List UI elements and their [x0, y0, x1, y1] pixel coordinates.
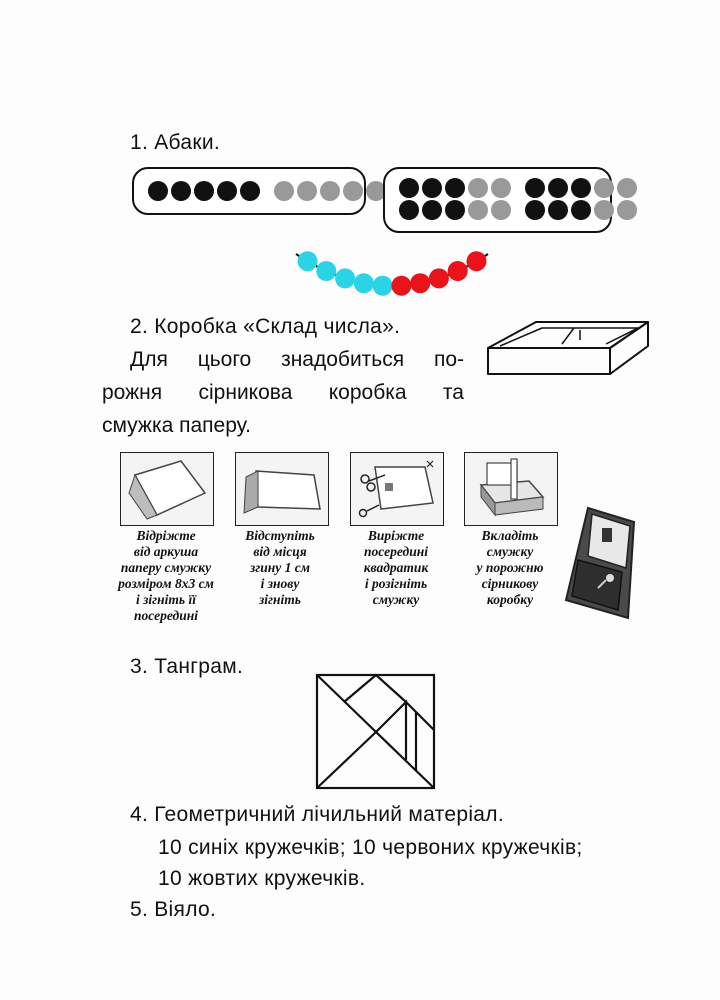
abacus-bead [617, 200, 637, 220]
abacus-bead [217, 181, 237, 201]
step-2-caption: Відступіть від місця згину 1 см і знову зігніть [245, 528, 315, 607]
section-5-title: 5. Віяло. [130, 898, 217, 921]
matchbox-photo [558, 500, 640, 626]
abacus-bead [445, 200, 465, 220]
abacus-bead [399, 200, 419, 220]
abacus-bead [525, 178, 545, 198]
section-1-title: 1. Абаки. [130, 131, 221, 154]
abacus-bead [422, 200, 442, 220]
step-1-picture [120, 452, 214, 526]
abacus-bead [240, 181, 260, 201]
bead-string [290, 246, 495, 302]
string-bead [448, 261, 468, 281]
step-2-picture [235, 452, 329, 526]
description-line: смужка паперу. [102, 414, 251, 437]
abacus-row [399, 178, 637, 198]
abacus-bead [594, 178, 614, 198]
abacus-bead [491, 200, 511, 220]
string-bead [335, 268, 355, 288]
string-bead [429, 268, 449, 288]
section-2-title: 2. Коробка «Склад числа». [130, 315, 401, 338]
abacus-bead [548, 178, 568, 198]
string-bead [316, 261, 336, 281]
abacus-bead [468, 178, 488, 198]
matchbox-tray-drawing [484, 318, 654, 380]
section-2-description [102, 343, 464, 442]
abacus-bead [594, 200, 614, 220]
abacus-bead [422, 178, 442, 198]
step-4-picture [464, 452, 558, 526]
step-3-picture [350, 452, 444, 526]
section-3-title: 3. Танграм. [130, 655, 244, 678]
abacus-bead [148, 181, 168, 201]
abacus-bead [343, 181, 363, 201]
description-line: Для цього знадобиться по- [130, 348, 464, 371]
abacus-bead [491, 178, 511, 198]
abacus-bead [571, 200, 591, 220]
abacus-bead [548, 200, 568, 220]
string-bead [373, 276, 393, 296]
tangram-figure [314, 672, 438, 792]
step-3-caption: Виріжте посередині квадратик і розігніть смужку [363, 528, 429, 607]
abacus-single-row [132, 167, 366, 215]
abacus-bead [171, 181, 191, 201]
step-4-caption: Вкладіть смужку у порожню сірникову коробку [476, 528, 544, 607]
string-bead [391, 276, 411, 296]
abacus-bead [468, 200, 488, 220]
abacus-double-row [383, 167, 612, 233]
abacus-bead [194, 181, 214, 201]
abacus-bead [571, 178, 591, 198]
section-4-line: 10 жовтих кружечків. [158, 867, 366, 890]
string-bead [467, 251, 487, 271]
step-1-caption: Відріжте від аркуша паперу смужку розміром 8x3 см і зігніть її посередині [118, 528, 214, 623]
string-bead [410, 273, 430, 293]
abacus-bead [274, 181, 294, 201]
abacus-bead [617, 178, 637, 198]
abacus-bead [525, 200, 545, 220]
abacus-bead [320, 181, 340, 201]
string-bead [298, 251, 318, 271]
abacus-bead [297, 181, 317, 201]
string-bead [354, 273, 374, 293]
description-line: рожня сірникова коробка та [102, 381, 464, 404]
section-4-line: 10 синіх кружечків; 10 червоних кружечків; [158, 836, 583, 859]
abacus-bead [445, 178, 465, 198]
abacus-bead [399, 178, 419, 198]
abacus-row [399, 200, 637, 220]
section-4-title: 4. Геометричний лічильний матеріал. [130, 803, 504, 826]
